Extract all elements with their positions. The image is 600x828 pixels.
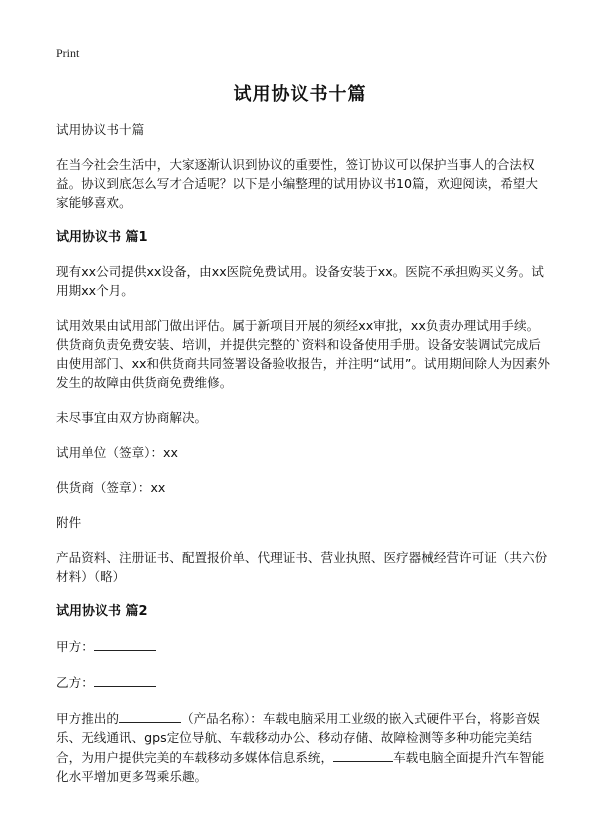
paragraph: 现有xx公司提供xx设备，由xx医院免费试用。设备安装于xx。医院不承担购买义务。试用期xx个月。 <box>56 264 544 298</box>
party-b-blank <box>94 672 156 687</box>
party-b-line <box>56 672 550 692</box>
party-b-label: 乙方： <box>56 675 94 690</box>
print-link[interactable]: Print <box>56 46 80 60</box>
signature-supplier: 供货商（签章）：xx <box>56 480 166 495</box>
document-body <box>56 120 550 802</box>
product-paragraph <box>56 708 550 786</box>
paragraph: 未尽事宜由双方协商解决。 <box>56 410 208 425</box>
paragraph-text: （产品名称）：车载电脑采用工业级的嵌入式硬件平台，将影音娱乐、无线通讯、gps定位导航、车载移动办公、移动存储、故障检测等多种功能完美结合，为用户提供完美的车载移动多媒体信息系统， <box>56 711 540 765</box>
intro-paragraph: 在当今社会生活中，大家逐渐认识到协议的重要性，签订协议可以保护当事人的合法权益。协议到底怎么写才合适呢？以下是小编整理的试用协议书10篇，欢迎阅读，希望大家能够喜欢。 <box>56 157 538 210</box>
attachment-list: 产品资料、注册证书、配置报价单、代理证书、营业执照、医疗器械经营许可证（共六份材料）（略） <box>56 550 548 584</box>
fill-blank <box>333 747 393 762</box>
party-a-line <box>56 636 550 656</box>
section-heading-1: 试用协议书 篇1 <box>56 230 148 245</box>
party-a-label: 甲方： <box>56 639 94 654</box>
party-a-blank <box>94 636 156 651</box>
document-subtitle: 试用协议书十篇 <box>56 122 145 137</box>
product-name-blank <box>119 708 181 723</box>
document-title: 试用协议书十篇 <box>233 84 367 105</box>
signature-trial-unit: 试用单位（签章）：xx <box>56 445 178 460</box>
section-heading-2: 试用协议书 篇2 <box>56 604 148 619</box>
paragraph-text: 车载电脑全面提升汽车智能化水平增加更多驾乘乐趣。 <box>56 750 545 784</box>
paragraph: 试用效果由试用部门做出评估。属于新项目开展的须经xx审批，xx负责办理试用手续。供货商负责免费安装、培训，并提供完整的`资料和设备使用手册。设备安装调试完成后由使用部门、xx和供货商共同签署设备验收报告，并注明“试用”。试用期间除人为因素外发生的故障由供货商免费维修。 <box>56 318 550 390</box>
paragraph-text: 甲方推出的 <box>56 711 119 726</box>
attachment-label: 附件 <box>56 515 82 530</box>
